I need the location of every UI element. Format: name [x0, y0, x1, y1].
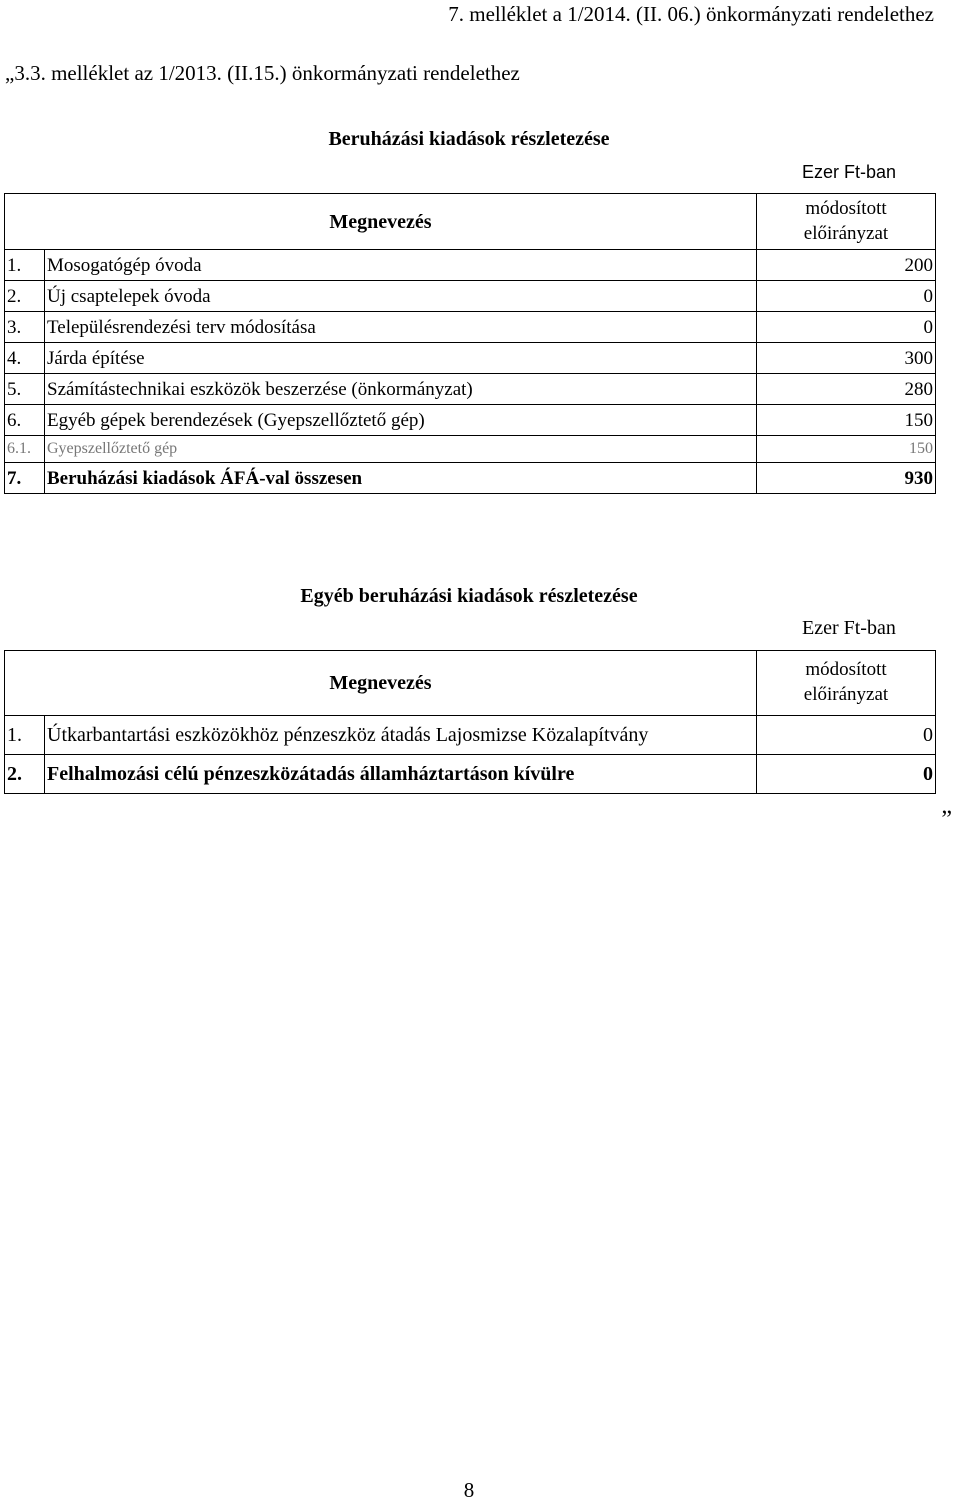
section2-title: Egyéb beruházási kiadások részletezése — [300, 585, 638, 607]
row-number: 4. — [5, 343, 45, 374]
row-name: Számítástechnikai eszközök beszerzése (önkormányzat) — [45, 374, 757, 405]
section1-title: Beruházási kiadások részletezése — [328, 128, 610, 150]
row-value: 930 — [757, 463, 936, 494]
row-value: 0 — [757, 716, 936, 755]
page-number: 8 — [463, 1478, 475, 1502]
closing-quote: „ — [941, 793, 952, 819]
table-header-row — [5, 194, 936, 250]
investment-table — [4, 193, 936, 494]
table-row — [5, 312, 936, 343]
table-row — [5, 250, 936, 281]
row-number: 2. — [5, 755, 45, 794]
row-number: 2. — [5, 281, 45, 312]
row-value: 300 — [757, 343, 936, 374]
row-name: Járda építése — [45, 343, 757, 374]
row-number: 7. — [5, 463, 45, 494]
row-name: Beruházási kiadások ÁFÁ-val összesen — [45, 463, 757, 494]
row-value: 200 — [757, 250, 936, 281]
row-value: 150 — [757, 405, 936, 436]
row-value: 280 — [757, 374, 936, 405]
row-number: 6. — [5, 405, 45, 436]
section1-unit: Ezer Ft-ban — [802, 162, 897, 182]
table-row — [5, 405, 936, 436]
column-header-value: módosított előirányzat — [757, 651, 936, 716]
table-row — [5, 755, 936, 794]
row-name: Útkarbantartási eszközökhöz pénzeszköz átadás Lajosmizse Közalapítvány — [45, 716, 757, 755]
column-header-name: Megnevezés — [5, 194, 757, 250]
column-header-name: Megnevezés — [5, 651, 757, 716]
row-value: 0 — [757, 755, 936, 794]
row-name: Új csaptelepek óvoda — [45, 281, 757, 312]
table-header-row — [5, 651, 936, 716]
table-row — [5, 281, 936, 312]
annex-reference: 7. melléklet a 1/2014. (II. 06.) önkormányzati rendelethez — [448, 2, 934, 26]
row-name: Egyéb gépek berendezések (Gyepszellőztető gép) — [45, 405, 757, 436]
table-row — [5, 716, 936, 755]
row-number: 3. — [5, 312, 45, 343]
row-value: 0 — [757, 281, 936, 312]
row-name: Gyepszellőztető gép — [45, 436, 757, 463]
row-value: 150 — [757, 436, 936, 463]
row-number: 5. — [5, 374, 45, 405]
amended-annex-reference: „3.3. melléklet az 1/2013. (II.15.) önkormányzati rendelethez — [5, 61, 520, 85]
row-number: 6.1. — [5, 436, 45, 463]
table-row — [5, 374, 936, 405]
row-number: 1. — [5, 250, 45, 281]
table-total-row — [5, 463, 936, 494]
row-number: 1. — [5, 716, 45, 755]
section2-unit: Ezer Ft-ban — [802, 617, 896, 639]
row-name: Felhalmozási célú pénzeszközátadás államháztartáson kívülre — [45, 755, 757, 794]
row-name: Településrendezési terv módosítása — [45, 312, 757, 343]
other-investment-table — [4, 650, 936, 794]
row-value: 0 — [757, 312, 936, 343]
table-subrow — [5, 436, 936, 463]
column-header-value: módosított előirányzat — [757, 194, 936, 250]
table-row — [5, 343, 936, 374]
row-name: Mosogatógép óvoda — [45, 250, 757, 281]
